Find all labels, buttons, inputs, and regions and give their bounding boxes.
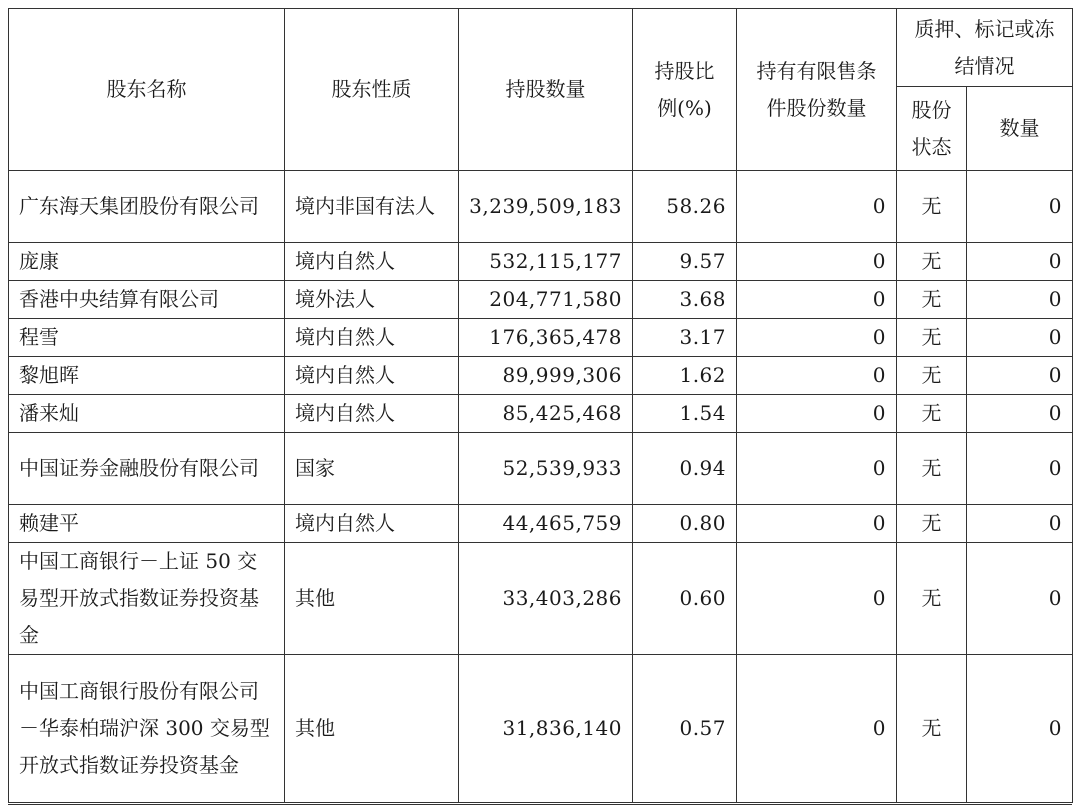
cell-nature: 境内自然人 — [285, 395, 459, 433]
cell-qty: 0 — [967, 357, 1073, 395]
cell-qty: 0 — [967, 281, 1073, 319]
header-restricted: 持有有限售条件股份数量 — [737, 9, 897, 171]
cell-nature: 境内非国有法人 — [285, 171, 459, 243]
cell-ratio: 0.94 — [633, 433, 737, 505]
cell-nature: 其他 — [285, 655, 459, 803]
cell-qty: 0 — [967, 543, 1073, 655]
table-row — [9, 395, 1073, 433]
cell-shares: 33,403,286 — [459, 543, 633, 655]
cell-shares: 31,836,140 — [459, 655, 633, 803]
table-row — [9, 433, 1073, 505]
header-status: 股份状态 — [897, 87, 967, 171]
cell-restricted: 0 — [737, 281, 897, 319]
table-row — [9, 655, 1073, 803]
cell-nature: 境内自然人 — [285, 357, 459, 395]
cell-shares: 176,365,478 — [459, 319, 633, 357]
cell-name: 广东海天集团股份有限公司 — [9, 171, 285, 243]
cell-nature: 境内自然人 — [285, 319, 459, 357]
shareholder-table — [8, 8, 1073, 803]
cell-name: 庞康 — [9, 243, 285, 281]
table-row — [9, 243, 1073, 281]
cell-restricted: 0 — [737, 433, 897, 505]
header-shares: 持股数量 — [459, 9, 633, 171]
cell-shares: 52,539,933 — [459, 433, 633, 505]
cell-restricted: 0 — [737, 505, 897, 543]
header-nature: 股东性质 — [285, 9, 459, 171]
cell-shares: 89,999,306 — [459, 357, 633, 395]
cell-nature: 境内自然人 — [285, 505, 459, 543]
cell-qty: 0 — [967, 395, 1073, 433]
cell-restricted: 0 — [737, 171, 897, 243]
cell-name: 香港中央结算有限公司 — [9, 281, 285, 319]
cell-name: 中国证券金融股份有限公司 — [9, 433, 285, 505]
cell-status: 无 — [897, 171, 967, 243]
cell-name: 潘来灿 — [9, 395, 285, 433]
cell-qty: 0 — [967, 655, 1073, 803]
cell-qty: 0 — [967, 243, 1073, 281]
cell-status: 无 — [897, 357, 967, 395]
table-bottom-rule — [8, 804, 1072, 806]
cell-status: 无 — [897, 543, 967, 655]
cell-status: 无 — [897, 505, 967, 543]
cell-status: 无 — [897, 243, 967, 281]
cell-restricted: 0 — [737, 357, 897, 395]
table-row — [9, 281, 1073, 319]
cell-ratio: 58.26 — [633, 171, 737, 243]
cell-ratio: 1.62 — [633, 357, 737, 395]
cell-qty: 0 — [967, 505, 1073, 543]
table-row — [9, 543, 1073, 655]
cell-qty: 0 — [967, 171, 1073, 243]
cell-nature: 境内自然人 — [285, 243, 459, 281]
cell-name: 黎旭晖 — [9, 357, 285, 395]
cell-restricted: 0 — [737, 319, 897, 357]
table-row — [9, 319, 1073, 357]
cell-name: 赖建平 — [9, 505, 285, 543]
cell-status: 无 — [897, 655, 967, 803]
cell-status: 无 — [897, 395, 967, 433]
cell-shares: 204,771,580 — [459, 281, 633, 319]
cell-ratio: 9.57 — [633, 243, 737, 281]
cell-ratio: 0.60 — [633, 543, 737, 655]
table-row — [9, 505, 1073, 543]
cell-shares: 44,465,759 — [459, 505, 633, 543]
cell-name: 中国工商银行－上证 50 交易型开放式指数证券投资基金 — [9, 543, 285, 655]
cell-status: 无 — [897, 281, 967, 319]
cell-restricted: 0 — [737, 395, 897, 433]
header-pledge: 质押、标记或冻结情况 — [897, 9, 1073, 87]
cell-name: 中国工商银行股份有限公司－华泰柏瑞沪深 300 交易型开放式指数证券投资基金 — [9, 655, 285, 803]
cell-nature: 境外法人 — [285, 281, 459, 319]
header-qty: 数量 — [967, 87, 1073, 171]
cell-ratio: 3.17 — [633, 319, 737, 357]
cell-restricted: 0 — [737, 655, 897, 803]
cell-qty: 0 — [967, 319, 1073, 357]
header-name: 股东名称 — [9, 9, 285, 171]
cell-shares: 85,425,468 — [459, 395, 633, 433]
table-row — [9, 171, 1073, 243]
cell-status: 无 — [897, 319, 967, 357]
cell-nature: 国家 — [285, 433, 459, 505]
cell-shares: 532,115,177 — [459, 243, 633, 281]
cell-name: 程雪 — [9, 319, 285, 357]
cell-ratio: 0.80 — [633, 505, 737, 543]
cell-ratio: 3.68 — [633, 281, 737, 319]
cell-ratio: 0.57 — [633, 655, 737, 803]
cell-restricted: 0 — [737, 543, 897, 655]
cell-nature: 其他 — [285, 543, 459, 655]
cell-ratio: 1.54 — [633, 395, 737, 433]
cell-shares: 3,239,509,183 — [459, 171, 633, 243]
cell-qty: 0 — [967, 433, 1073, 505]
header-ratio: 持股比例(%) — [633, 9, 737, 171]
cell-restricted: 0 — [737, 243, 897, 281]
table-row — [9, 357, 1073, 395]
cell-status: 无 — [897, 433, 967, 505]
